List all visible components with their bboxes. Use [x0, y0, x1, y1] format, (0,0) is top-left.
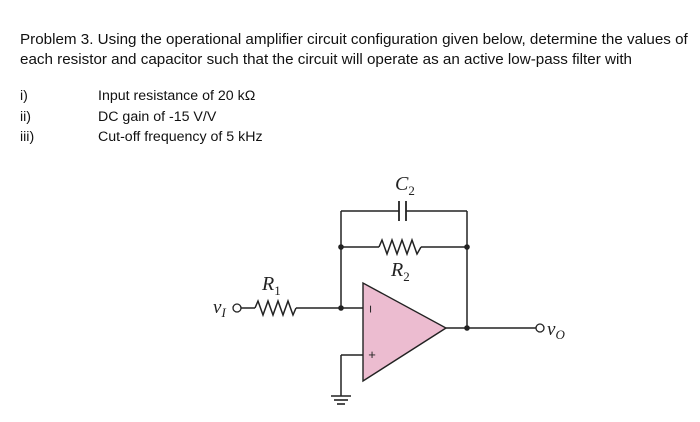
vi-label: $v_I$	[213, 297, 226, 320]
r1-resistor	[255, 301, 296, 315]
requirement-text: DC gain of -15 V/V	[98, 108, 217, 125]
requirement-number: ii)	[20, 108, 32, 125]
output-node-dot	[464, 325, 470, 331]
r1-label: $R_1$	[262, 273, 281, 298]
c2-label: $C_2$	[395, 173, 415, 198]
requirement-number: i)	[20, 88, 28, 104]
problem-line-1: Problem 3. Using the operational amplifier circuit configuration given below, determine the values of	[20, 31, 688, 48]
vo-label: $v_O$	[547, 319, 565, 342]
opamp-triangle	[363, 283, 446, 381]
requirement-text: Cut-off frequency of 5 kHz	[98, 129, 263, 145]
r2-resistor	[379, 240, 421, 254]
output-terminal	[536, 324, 544, 332]
problem-line-2: each resistor and capacitor such that the circuit will operate as an active low-pass filter with	[20, 51, 633, 68]
requirement-text: Input resistance of 20 kΩ	[98, 88, 256, 104]
inverting-input-sign: −	[363, 305, 379, 314]
r2-label: $R_2$	[391, 259, 410, 284]
requirement-number: iii)	[20, 129, 35, 145]
noninverting-input-sign: +	[368, 347, 376, 362]
input-terminal	[233, 304, 241, 312]
